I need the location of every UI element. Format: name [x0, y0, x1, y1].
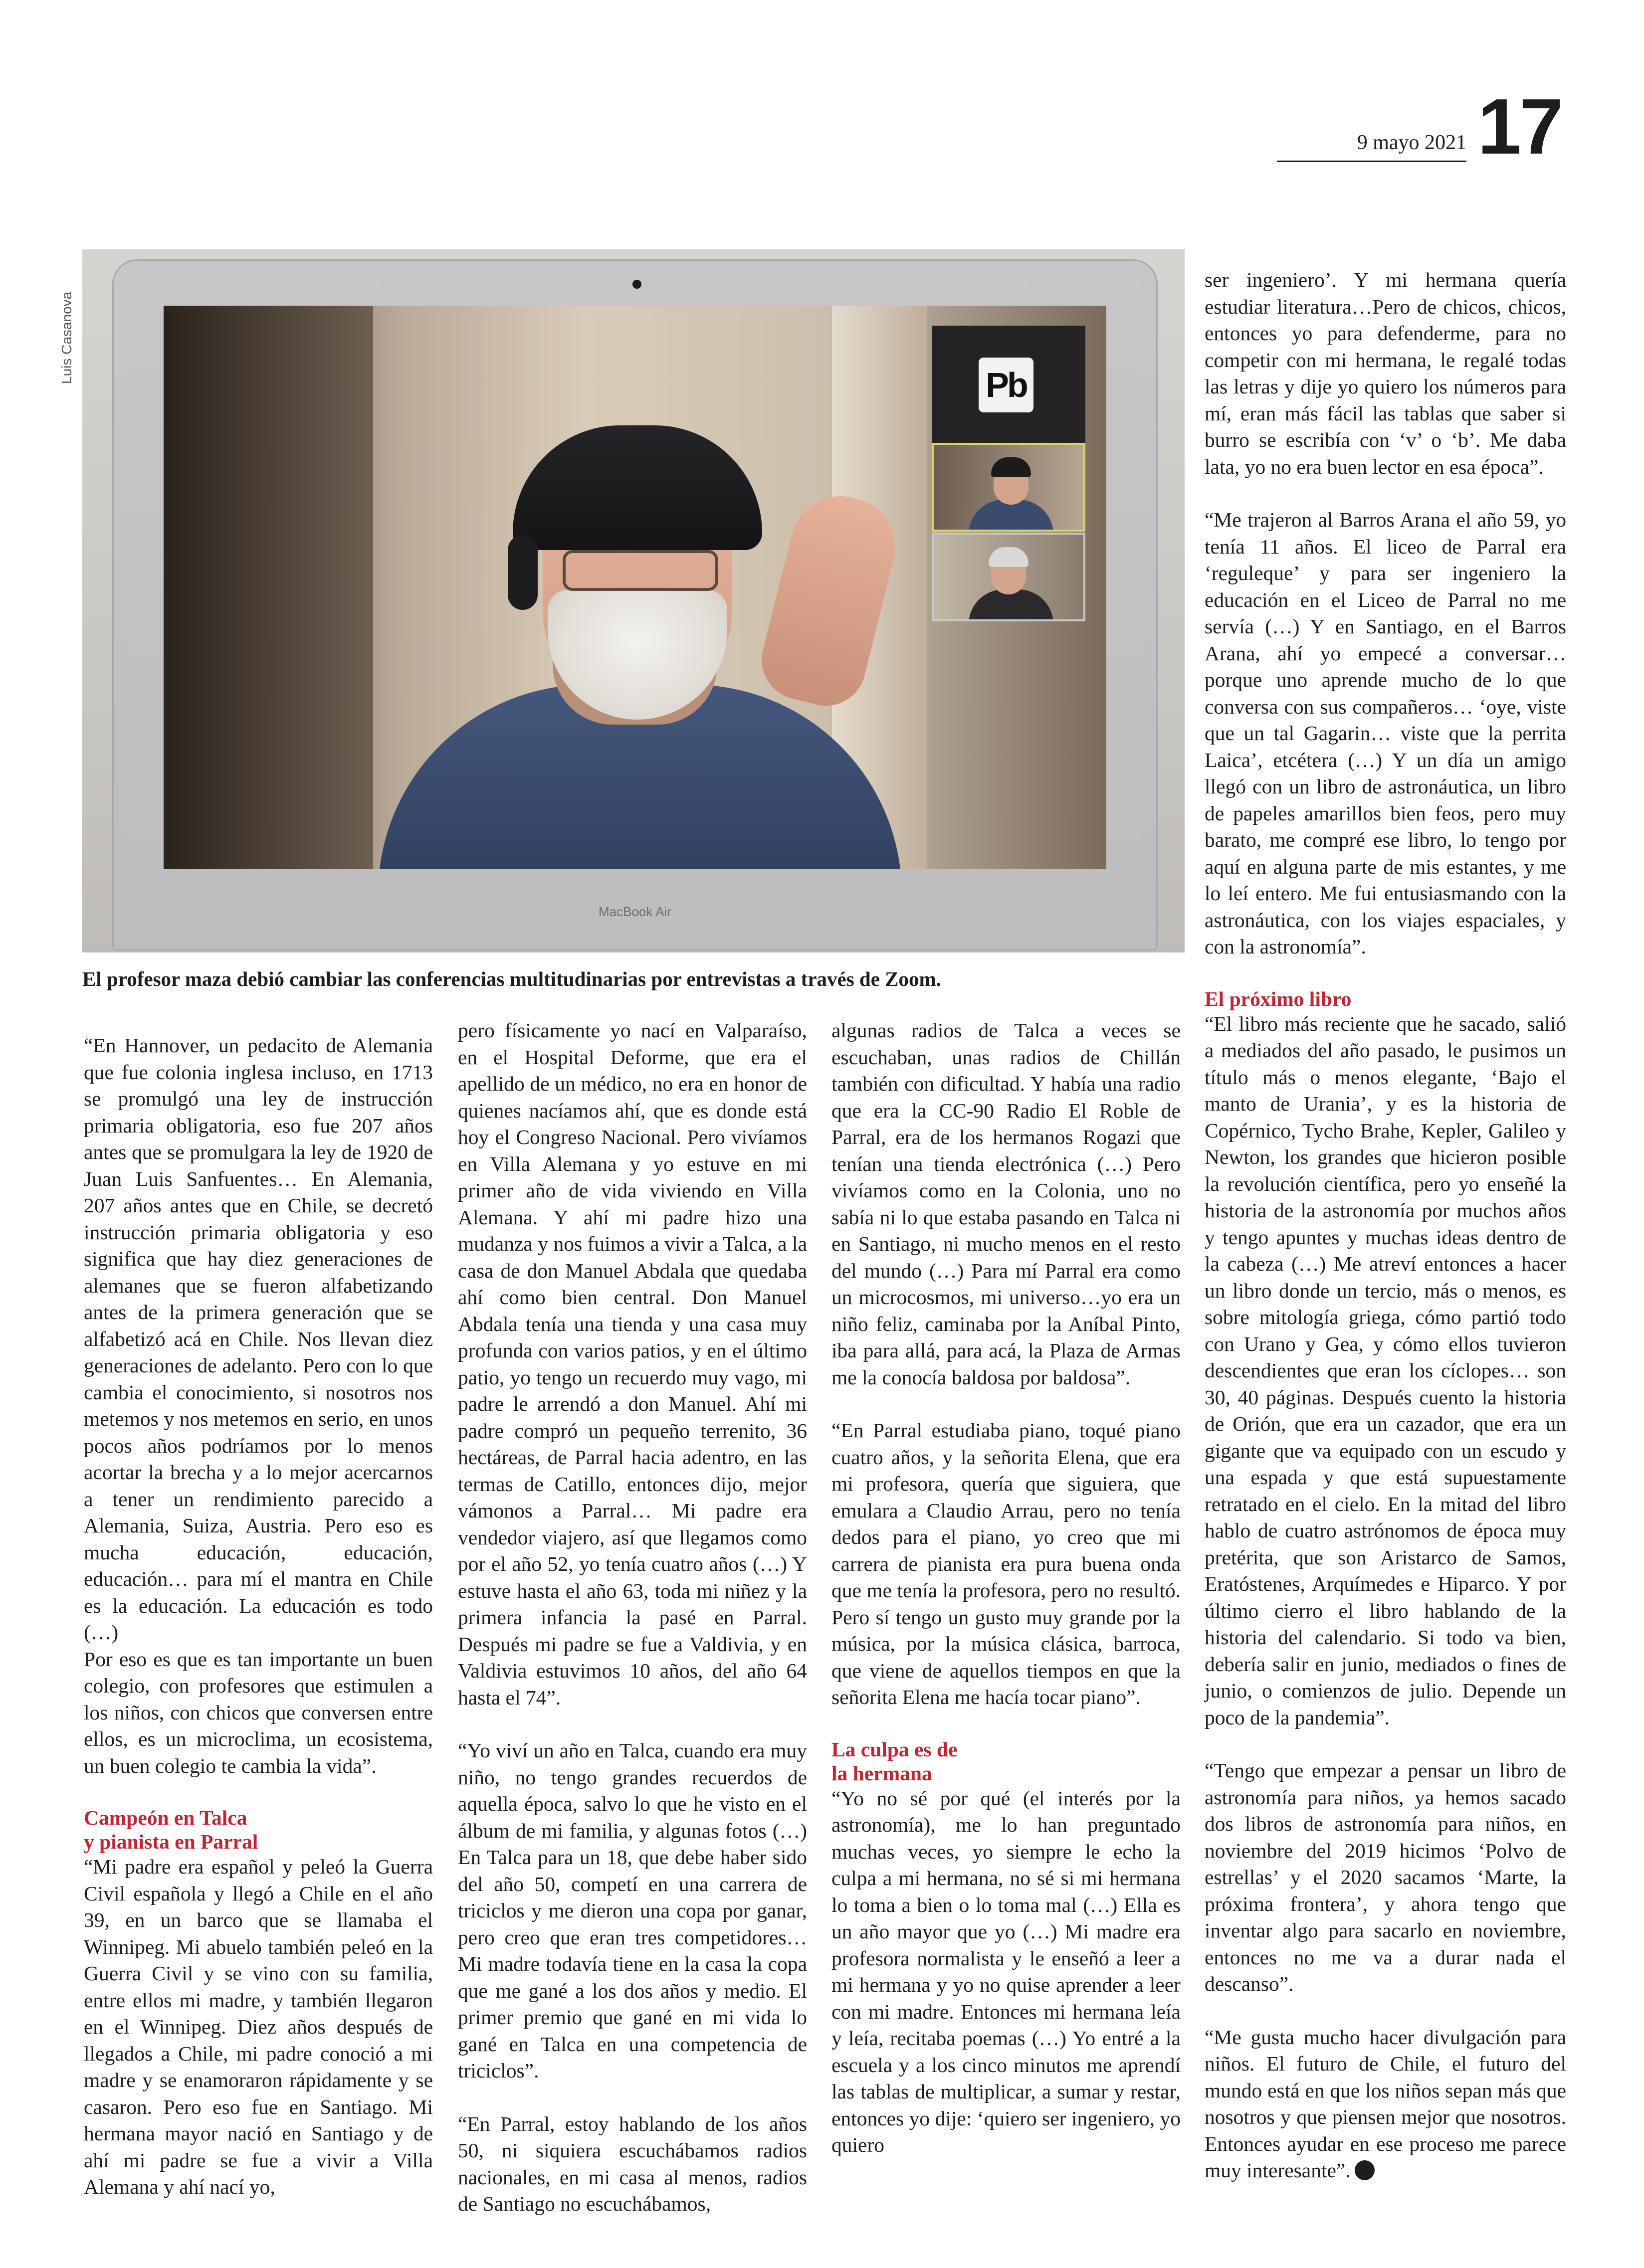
participant-tile-pb: [932, 326, 1085, 444]
background-wall: [164, 306, 373, 869]
paragraph: “Yo no sé por qué (el interés por la astronomía), me lo han preguntado muchas veces, yo siempre le echo la culpa a mi hermana, no sé si mi hermana lo toma a bien o lo toma mal (…) Ella es un año mayor que yo (…) Mi madre era profesora normalista y le enseñó a leer a mi hermana y yo no quise aprender a leer con mi madre. Entonces mi hermana leía y leía, recitaba poemas (…) Yo entré a la escuela y a los cinco minutos me aprendí las tablas de multiplicar, a sumar y restar, entonces yo dije: ‘quiero ser ingeniero, yo quiero: [831, 1786, 1181, 2156]
section-heading: El próximo libro: [1205, 987, 1352, 1010]
photo-caption: El profesor maza debió cambiar las conferencias multitudinarias por entrevistas a través de Zoom.: [82, 967, 941, 990]
paragraph: ser ingeniero’. Y mi hermana quería estudiar literatura…Pero de chicos, chicos, entonces yo para defenderme, para no competir con mi hermana, le regalé todas las letras y dije yo quiero los números para mí, eran más fácil las tablas que saber si burro se escribía con ‘v’ o ‘b’. Me daba lata, yo no era buen lector en esa época”.: [1205, 268, 1566, 478]
laptop-screen: [164, 306, 1106, 869]
paragraph: “El libro más reciente que he sacado, salió a mediados del año pasado, le pusimos un título más o menos elegante, ‘Bajo el manto de Urania’, y es la historia de Copérnico, Tycho Brahe, Kepler, Galileo y Newton, los grandes que hicieron posible la revolución científica, pero yo enseñé la historia de la astronomía por muchos años y tengo apuntes y muchas ideas dentro de la cabeza (…) Me atreví entonces a hacer un libro donde un tercio, más o menos, es sobre mitología griega, cómo partió todo con Urano y Gea, y cómo ellos tuvieron descendientes que eran los cíclopes… son 30, 40 páginas. Después cuento la historia de Orión, que era un cazador, que era un gigante que va equipado con un escudo y una espada y que está supuestamente retratado en el cielo. En la mitad del libro hablo de cuatro astrónomos de época muy pretérita, que son Aristarco de Samos, Eratóstenes, Arquímedes e Hiparco. Y por último cierro el libro hablando de la historia del calendario. Si todo va bien, debería salir en junio, mediados o fines de junio, o comienzos de julio. Depende un poco de la pandemia”.: [1205, 1012, 1566, 1729]
paragraph: “Yo viví un año en Talca, cuando era muy niño, no tengo grandes recuerdos de aquella época, salvo lo que he visto en el álbum de mi familia, y algunas fotos (…) En Talca para un 18, que debe haber sido del año 50, competí en una carrera de triciclos y me dieron una copa por ganar, pero creo que eran tres competidores… Mi madre todavía tiene en la casa la copa que me gané a los dos años y medio. El primer premio que gané en mi vida lo gané en Talca en una competencia de triciclos”.: [458, 1739, 807, 2082]
paragraph: pero físicamente yo nací en Valparaíso, en el Hospital Deforme, que era el apellido de un médico, no era en honor de quienes nacíamos ahí, que es donde está hoy el Congreso Nacional. Pero vivíamos en Villa Alemana y yo estuve en mi primer año de vida viviendo en Villa Alemana. Y ahí mi padre hizo una mudanza y nos fuimos a vivir a Talca, a la casa de don Manuel Abdala que quedaba ahí como bien central. Don Manuel Abdala tenía una tienda y una casa muy profunda con varios patios, y en el último patio, yo tengo un recuerdo muy vago, mi padre le arrendó a don Manuel. Ahí mi padre compró un pequeño terrenito, 36 hectáreas, de Parral hacia adentro, en las termas de Catillo, entonces dijo, mejor vámonos a Parral… Mi padre era vendedor viajero, así que llegamos como por el año 52, yo tenía cuatro años (…) Y estuve hasta el año 63, toda mi niñez y la primera infancia la pasé en Parral. Después mi padre se fue a Valdivia, y en Valdivia estuvimos 10 años, del año 64 hasta el 74”.: [458, 1019, 807, 1709]
pb-logo: Pb: [979, 358, 1033, 412]
paragraph: Por eso es que es tan importante un buen colegio, con profesores que estimulen a los niños, con chicos que conversen entre ellos, es un microclima, un ecosistema, un buen colegio te cambia la vida”.: [84, 1647, 433, 1777]
paragraph-text: “Me gusta mucho hacer divulgación para niños. El futuro de Chile, el futuro del mundo está en que los niños sepan más que nosotros y que piensen mejor que nosotros. Entonces ayudar en ese proceso me parece muy interesante”.: [1205, 2025, 1566, 2182]
section-heading: [84, 1806, 433, 1854]
photo-credit: Luis Casanova: [59, 291, 74, 384]
article-column-3: [831, 1017, 1181, 2159]
issue-date: 9 mayo 2021: [1277, 131, 1466, 162]
paragraph: “En Parral estudiaba piano, toqué piano cuatro años, y la señorita Elena, que era mi profesora, quería que siguiera, que emulara a Claudio Arrau, pero no tenía dedos para el piano, yo creo que mi carrera de pianista era pura buena onda que me tenía la profesora, pero no resultó. Pero sí tengo un gusto muy grande por la música, por la música clásica, barroca, que viene de aquellos tiempos en que la señorita Elena me hacía tocar piano”.: [831, 1419, 1181, 1708]
headphones-icon: [508, 535, 538, 610]
paragraph: “Mi padre era español y peleó la Guerra Civil española y llegó a Chile en el año 39, en un barco que se llamaba el Winnipeg. Mi abuelo también peleó en la Guerra Civil y se vino con su familia, entre ellos mi madre, y también llegaron en el Winnipeg. Diez años después de llegados a Chile, mi padre conoció a mi madre y se enamoraron rápidamente y se casaron. Pero eso fue en Santiago. Mi hermana mayor nació en Santiago y de ahí mi padre se fue a vivir a Villa Alemana y ahí nací yo,: [84, 1855, 433, 2198]
paragraph: “En Parral, estoy hablando de los años 50, ni siquiera escuchábamos radios nacionales, en mi casa al menos, radios de Santiago no escuchábamos,: [458, 2112, 807, 2215]
heading-line: y pianista en Parral: [84, 1830, 258, 1853]
page-number: 17: [1477, 83, 1561, 171]
speaker-cap: [513, 425, 762, 550]
section-heading: [831, 1737, 1181, 1785]
heading-line: La culpa es de: [831, 1737, 958, 1761]
paragraph: “Me trajeron al Barros Arana el año 59, yo tenía 11 años. El liceo de Parral era ‘reguleque’ y para ser ingeniero la educación en el Liceo de Parral no me servía (…) Y en Santiago, en el Barros Arana, ahí yo empecé a conversar… porque uno aprende mucho de lo que conversa con sus compañeros… ‘oye, viste que un tal Gagarin… viste que la perrita Laica’, etcétera (…) Y un día un amigo llegó con un libro de astronáutica, un libro de papeles amarillos bien feos, pero muy barato, me compré ese libro, lo tengo por aquí en alguna parte de mis estantes, y me lo leí entero. Me fui entusiasmando con la astronáutica, con los viajes espaciales, y con la astronomía”.: [1205, 508, 1566, 958]
article-column-1: [84, 1032, 433, 2201]
paragraph: algunas radios de Talca a veces se escuchaban, unas radios de Chillán también con dificultad. Y había una radio que era la CC-90 Radio El Roble de Parral, era de los hermanos Rogazi que tenían una tienda electrónica (…) Pero vivíamos como en la Colonia, uno no sabía ni lo que estaba pasando en Talca ni en Santiago, ni mucho menos en el resto del mundo (…) Para mí Parral era como un microcosmos, mi universo…yo era un niño feliz, caminaba por la Aníbal Pinto, iba para allá, para acá, la Plaza de Armas me la conocía baldosa por baldosa”.: [831, 1019, 1181, 1389]
laptop-brand-label: MacBook Air: [599, 904, 671, 919]
heading-line: la hermana: [831, 1761, 932, 1785]
speaker-glasses: [563, 550, 718, 591]
paragraph: “En Hannover, un pedacito de Alemania que fue colonia inglesa incluso, en 1713 se promulgó una ley de instrucción primaria obligatoria, eso fue 207 años antes que se promulgara la ley de 1920 de Juan Luis Sanfuentes… En Alemania, 207 años antes que en Chile, se decretó instrucción primaria obligatoria y eso significa que hay diez generaciones de alemanes que se fueron alfabetizando antes de la primera generación que se alfabetizó acá en Chile. Nos llevan diez generaciones de adelanto. Pero con lo que cambia el conocimiento, si nosotros nos metemos y nos metemos en serio, en unos pocos años podríamos por lo menos acortar la brecha y a lo mejor acercarnos a tener un rendimiento parecido a Alemania, Suiza, Austria. Pero eso es mucha educación, educación, educación… para mí el mantra en Chile es la educación. La educación es todo (…): [84, 1034, 433, 1644]
heading-line: Campeón en Talca: [84, 1806, 247, 1829]
article-column-2: [458, 1017, 807, 2218]
laptop: [112, 259, 1158, 950]
zoom-call-view: [164, 306, 1106, 869]
participant-cap: [989, 547, 1028, 567]
paragraph: “Tengo que empezar a pensar un libro de astronomía para niños, ya hemos sacado dos libros de astronomía para niños, en noviembre del 2019 hicimos ‘Polvo de estrellas’ y el 2020 sacamos ‘Marte, la próxima frontera’, y ahora tengo que inventar algo para sacarlo en noviembre, entonces no me va a durar nada el descanso”.: [1205, 1759, 1566, 1995]
end-of-article-icon: [1355, 2160, 1375, 2180]
webcam-icon: [632, 280, 641, 289]
paragraph-final: [1205, 2024, 1566, 2184]
participant-tile-self: [932, 443, 1085, 532]
article-photo: [82, 249, 1185, 952]
article-column-4: [1205, 267, 1566, 2184]
participant-cap: [991, 457, 1031, 477]
participant-tile-guest: [932, 533, 1085, 621]
